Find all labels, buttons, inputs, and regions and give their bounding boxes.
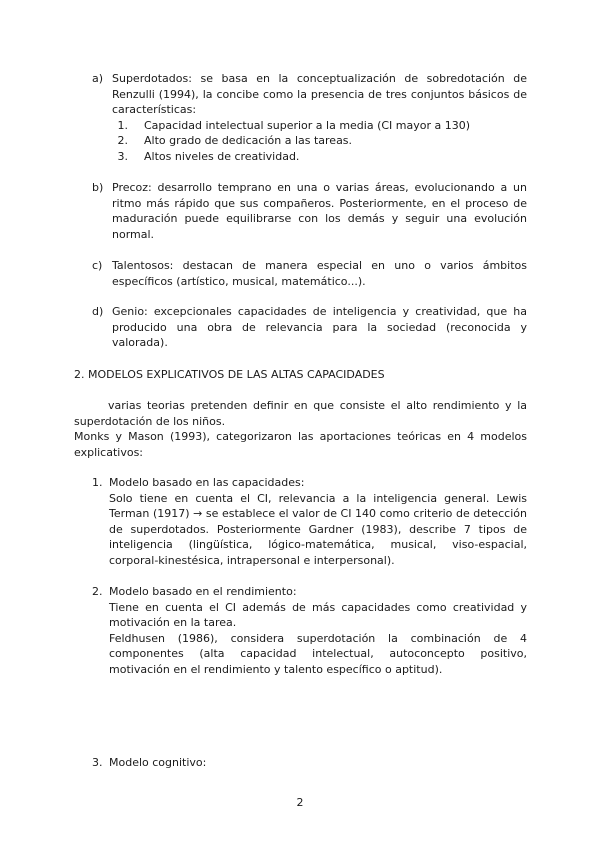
sublist-item: 1. Capacidad intelectual superior a la media (CI mayor a 130) — [117, 118, 471, 132]
list-item-d — [92, 304, 527, 351]
model-number: 2. — [92, 585, 103, 598]
list-item-c — [92, 258, 527, 289]
model-text: Solo tiene en cuenta el CI, relevancia a la inteligencia general. Lewis Terman (1917) → se establece el valor de CI 140 como criterio de detección de superdotados. Posteriormente Gardner (1983), describe 7 tipos de inteligencia (lingüística, lógico-matemática, musical, viso-espacial, corporal-kinestésica, intrapersonal e interpersonal). — [109, 491, 527, 567]
list-text: Superdotados: se basa en la conceptualización de sobredotación de Renzulli (1994), la concibe como la presencia de tres conjuntos básicos de características: — [112, 72, 527, 116]
list-label: d) — [92, 305, 104, 318]
sublist-item: 2. Alto grado de dedicación a las tareas. — [117, 134, 353, 147]
section-heading: 2. MODELOS EXPLICATIVOS DE LAS ALTAS CAPACIDADES — [74, 368, 385, 381]
intro-paragraph: varias teorias pretenden definir en que consiste el alto rendimiento y la superdotación de los niños. Monks y Mason (1993), categorizaron las aportaciones teóricas en 4 modelos explicativos: — [74, 399, 527, 459]
list-label: c) — [92, 259, 103, 272]
model-title: Modelo basado en el rendimiento: — [109, 585, 297, 598]
model-number: 3. — [92, 756, 103, 769]
list-item-a — [92, 71, 527, 164]
model-item-2 — [92, 584, 527, 677]
model-title: Modelo basado en las capacidades: — [109, 476, 305, 489]
list-item-b — [92, 180, 527, 242]
sublist-item: 3. Altos niveles de creatividad. — [117, 149, 300, 163]
list-text: Precoz: desarrollo temprano en una o varias áreas, evolucionando a un ritmo más rápido que sus compañeros. Posteriormente, en el proceso de maduración puede equilibrarse con los demás y seguir una evolución normal. — [112, 181, 527, 241]
sublist — [92, 118, 527, 165]
model-title: Modelo cognitivo: — [109, 756, 207, 769]
list-text: Genio: excepcionales capacidades de inteligencia y creatividad, que ha producido una obra de relevancia para la sociedad (reconocida y valorada). — [112, 305, 527, 349]
model-text: Tiene en cuenta el CI además de más capacidades como creatividad y motivación en la tarea. — [109, 600, 527, 629]
list-label: a) — [92, 72, 104, 85]
list-text: Talentosos: destacan de manera especial en uno o varios ámbitos específicos (artístico, musical, matemático...). — [112, 259, 527, 288]
model-number: 1. — [92, 476, 103, 489]
model-item-1 — [92, 475, 527, 568]
page-number: 2 — [296, 796, 304, 809]
model-text: Feldhusen (1986), considera superdotación la combinación de 4 componentes (alta capacidad intelectual, autoconcepto positivo, motivación en el rendimiento y talento específico o aptitud). — [109, 631, 527, 676]
list-label: b) — [92, 181, 104, 194]
model-item-3 — [92, 755, 527, 771]
